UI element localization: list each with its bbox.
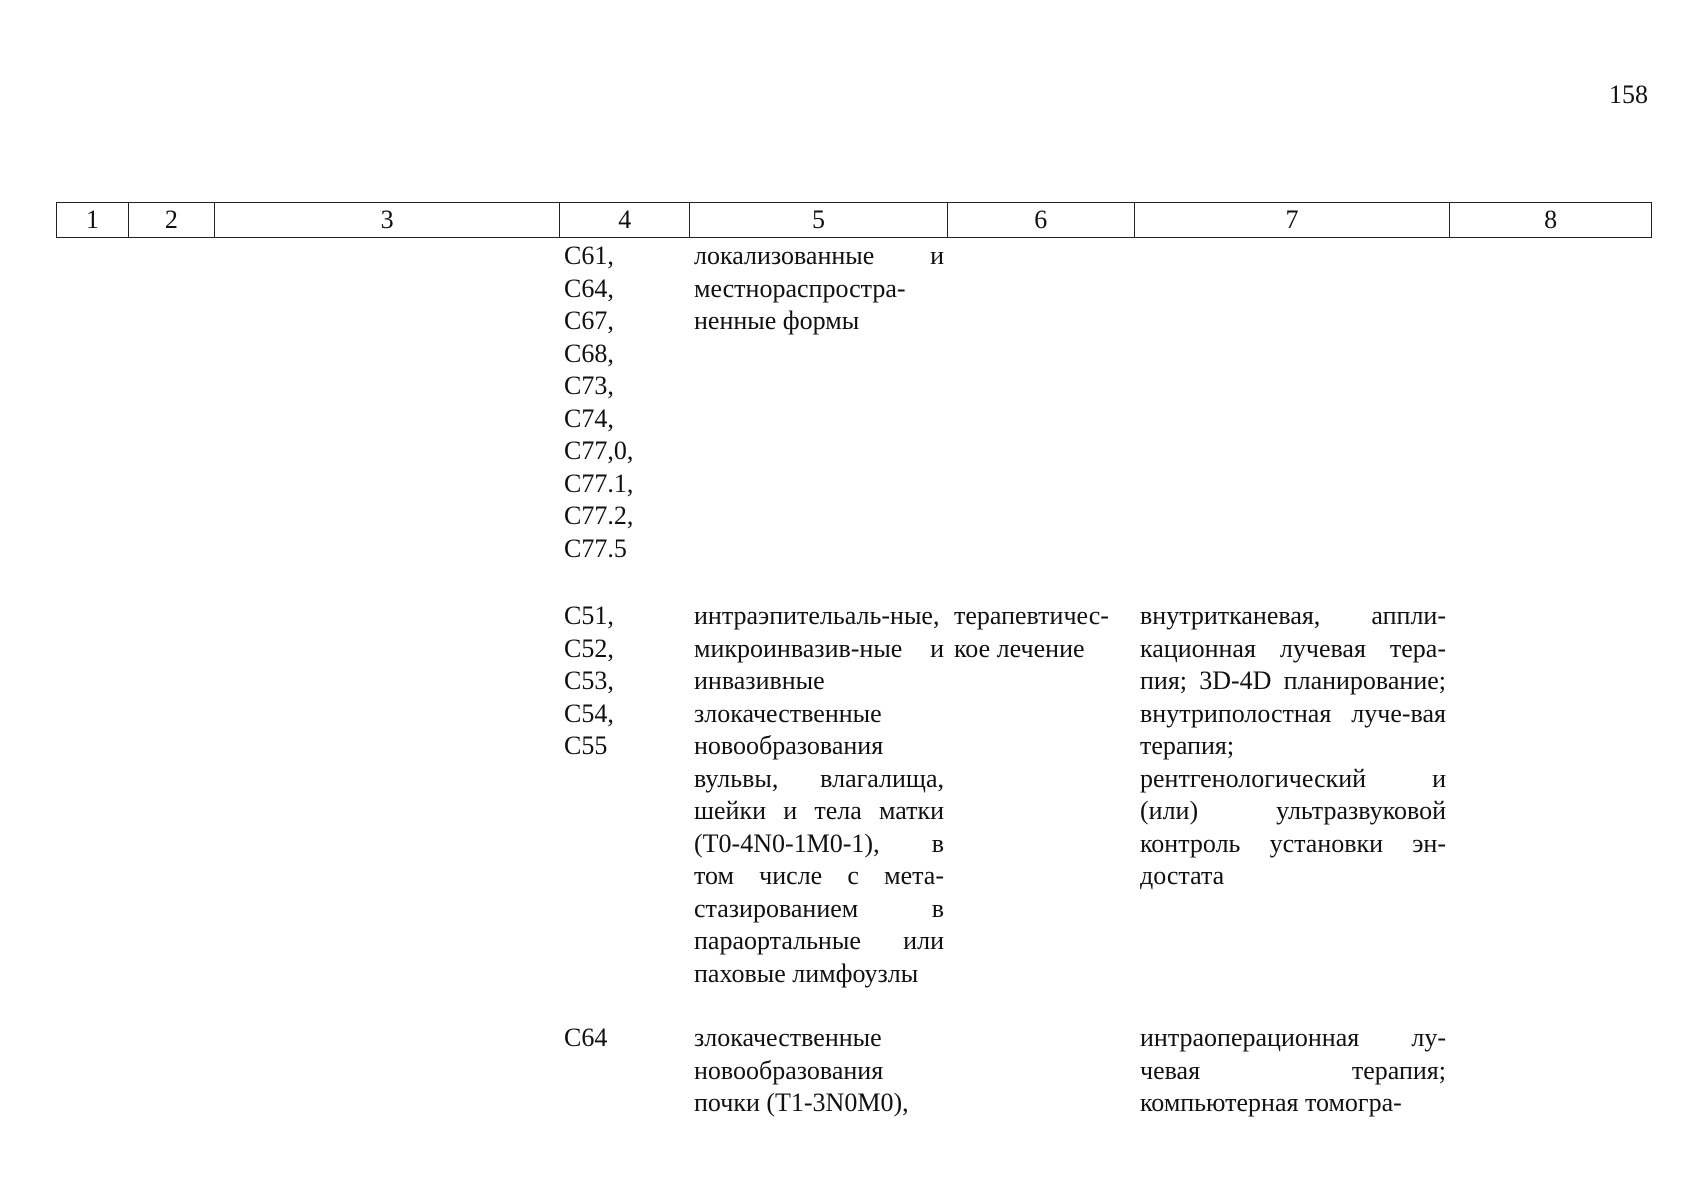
code-item: С77.5 bbox=[564, 533, 627, 563]
code-item: С64 bbox=[564, 1023, 608, 1052]
header-col-7: 7 bbox=[1135, 203, 1451, 237]
row1-codes bbox=[564, 240, 674, 565]
code-item: С77.1, bbox=[564, 468, 634, 498]
header-col-1: 1 bbox=[57, 203, 129, 237]
page-number: 158 bbox=[1609, 80, 1648, 109]
header-col-3: 3 bbox=[215, 203, 561, 237]
header-col-2: 2 bbox=[129, 203, 215, 237]
row2-description: интраэпительаль-ные, микроинвазив-ные и инвазивные злокачественные новообразования вульвы, влагалища, шейки и тела матки (Т0-4N0-1M0-1), в том числе с мета-стазированием в параортальные или паховые лимфоузлы bbox=[694, 601, 944, 988]
code-item: С67, bbox=[564, 306, 614, 335]
code-item: С55 bbox=[564, 731, 608, 760]
code-item: С77.2, bbox=[564, 501, 634, 530]
row3-description: злокачественные новообразования почки (Т1-3N0M0), bbox=[694, 1023, 909, 1117]
code-item: С64, bbox=[564, 273, 614, 303]
code-item: С53, bbox=[564, 666, 614, 695]
row2-treatment-type: терапевтичес-кое лечение bbox=[954, 601, 1109, 663]
header-col-6: 6 bbox=[948, 203, 1135, 237]
row2-method: внутритканевая, аппли-кационная лучевая тера-пия; 3D-4D планирование; внутриполостная луче-вая терапия; рентгенологический и (или) ультразвуковой контроль установки эн-достата bbox=[1140, 601, 1446, 890]
header-col-4: 4 bbox=[560, 203, 690, 237]
header-col-8: 8 bbox=[1544, 205, 1558, 234]
row3-codes bbox=[564, 1022, 674, 1055]
header-col-5: 5 bbox=[690, 203, 948, 237]
code-item: С51, bbox=[564, 601, 614, 630]
row3-method: интраоперационная лу-чевая терапия; компьютерная томогра- bbox=[1140, 1023, 1446, 1117]
code-item: С52, bbox=[564, 633, 614, 663]
row2-codes bbox=[564, 600, 674, 763]
code-item: С73, bbox=[564, 371, 614, 400]
code-item: С68, bbox=[564, 338, 614, 368]
code-item: С77,0, bbox=[564, 436, 634, 465]
code-item: С54, bbox=[564, 698, 614, 728]
code-item: С61, bbox=[564, 241, 614, 270]
row1-description: локализованные и местнораспростра-ненные формы bbox=[694, 241, 944, 335]
table-header-row bbox=[56, 202, 1652, 238]
code-item: С74, bbox=[564, 403, 614, 433]
